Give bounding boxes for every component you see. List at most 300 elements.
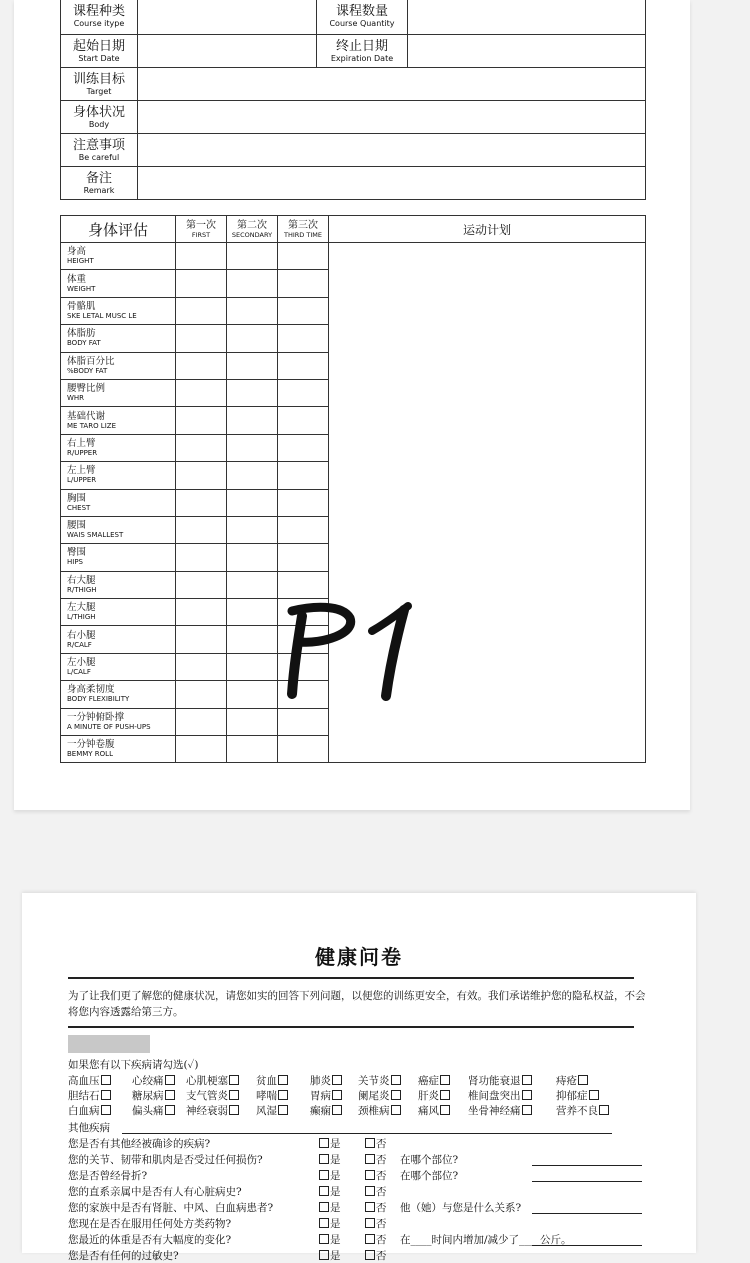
disease-option[interactable] (310, 1103, 343, 1118)
followup-text: 在哪个部位? (400, 1154, 459, 1166)
checkbox[interactable] (165, 1075, 175, 1085)
disease-label: 肝炎 (418, 1090, 439, 1102)
no-option[interactable] (364, 1168, 387, 1183)
assessment-cell[interactable] (227, 489, 278, 516)
disease-label: 椎间盘突出 (468, 1090, 521, 1102)
no-option[interactable] (364, 1216, 387, 1231)
no-label: 否 (376, 1170, 387, 1182)
row-label-zh: 腰围 (67, 520, 87, 532)
yes-option[interactable] (318, 1200, 341, 1215)
disease-option[interactable] (418, 1088, 451, 1103)
assessment-cell[interactable] (227, 626, 278, 653)
checkbox[interactable] (319, 1170, 329, 1180)
row-label-zh: 体脂百分比 (67, 355, 115, 367)
assessment-cell[interactable] (176, 489, 227, 516)
page-mark-handwriting (272, 596, 422, 706)
followup-answer-line[interactable] (532, 1245, 642, 1246)
row-label-en: HIPS (67, 558, 83, 567)
question (68, 1136, 210, 1151)
other-diseases-line[interactable] (122, 1133, 612, 1134)
assessment-cell[interactable] (227, 599, 278, 626)
row-label-en: R/UPPER (67, 448, 98, 457)
assessment-cell[interactable] (176, 599, 227, 626)
checkbox[interactable] (229, 1090, 239, 1100)
health-questionnaire-sheet (22, 893, 696, 1262)
row-label-en: L/THIGH (67, 613, 96, 622)
checkbox[interactable] (101, 1075, 111, 1085)
title-divider (68, 977, 634, 979)
followup-answer-line[interactable] (532, 1165, 642, 1166)
question-text: 您是否有任何的过敏史? (68, 1250, 179, 1262)
row-label-zh: 左小腿 (67, 657, 96, 669)
followup (400, 1200, 521, 1215)
assessment-cell[interactable] (278, 571, 329, 598)
no-label: 否 (376, 1202, 387, 1214)
disease-option[interactable] (256, 1073, 289, 1088)
row-label-en: L/UPPER (67, 476, 97, 485)
checkbox[interactable] (319, 1250, 329, 1260)
assessment-row-label (61, 544, 176, 571)
course-type-label: 课程种类 Course itype (61, 0, 138, 35)
disease-option[interactable] (132, 1073, 176, 1088)
row-label-zh: 左上臂 (67, 465, 96, 477)
disease-label: 偏头痛 (132, 1105, 164, 1117)
assessment-row-label (61, 270, 176, 297)
assessment-cell[interactable] (278, 270, 329, 297)
row-label-zh: 左大腿 (67, 602, 96, 614)
disease-option[interactable] (186, 1088, 240, 1103)
assessment-row-label (61, 626, 176, 653)
disease-checklist (68, 1073, 628, 1118)
followup-answer-line[interactable] (532, 1181, 642, 1182)
checkbox[interactable] (522, 1105, 532, 1115)
disease-label: 胆结石 (68, 1090, 100, 1102)
assessment-cell[interactable] (227, 736, 278, 763)
assessment-title: 身体评估 (61, 216, 176, 243)
row-label-en: R/THIGH (67, 585, 97, 594)
assessment-cell[interactable] (176, 297, 227, 324)
assessment-row-label (61, 325, 176, 352)
course-quantity-field[interactable] (408, 0, 646, 35)
checkbox[interactable] (332, 1105, 342, 1115)
yes-label: 是 (330, 1154, 341, 1166)
assessment-row-label (61, 736, 176, 763)
disease-option[interactable] (468, 1088, 533, 1103)
assessment-cell[interactable] (227, 462, 278, 489)
assessment-cell[interactable] (227, 297, 278, 324)
question (68, 1184, 242, 1199)
assessment-cell[interactable] (176, 270, 227, 297)
row-label-en: CHEST (67, 503, 91, 512)
col-second: 第二次 SECONDARY (227, 216, 278, 243)
disease-row (68, 1088, 628, 1103)
question (68, 1168, 147, 1183)
assessment-cell[interactable] (176, 681, 227, 708)
checkbox[interactable] (391, 1090, 401, 1100)
assessment-row-label (61, 708, 176, 735)
disease-option[interactable] (186, 1103, 240, 1118)
assessment-cell[interactable] (176, 462, 227, 489)
yes-option[interactable] (318, 1216, 341, 1231)
followup-text: 在哪个部位? (400, 1170, 459, 1182)
yes-label: 是 (330, 1202, 341, 1214)
followup-answer-line[interactable] (532, 1213, 642, 1214)
assessment-row-label (61, 407, 176, 434)
row-label-zh: 臀围 (67, 547, 87, 559)
disease-option[interactable] (418, 1073, 451, 1088)
disease-label: 神经衰弱 (186, 1105, 228, 1117)
disease-label: 癌症 (418, 1075, 439, 1087)
disease-option[interactable] (418, 1103, 451, 1118)
disease-option[interactable] (468, 1103, 533, 1118)
yes-label: 是 (330, 1218, 341, 1230)
row-label-en: HEIGHT (67, 257, 94, 266)
disease-label: 痛风 (418, 1105, 439, 1117)
target-field[interactable] (138, 68, 646, 101)
disease-option[interactable] (358, 1073, 402, 1088)
assessment-row-label (61, 352, 176, 379)
row-label-en: WHR (67, 394, 85, 403)
assessment-cell[interactable] (176, 407, 227, 434)
disease-label: 糖尿病 (132, 1090, 164, 1102)
disease-label: 贫血 (256, 1075, 277, 1087)
no-label: 否 (376, 1234, 387, 1246)
row-label-zh: 胸围 (67, 492, 87, 504)
assessment-row-label (61, 516, 176, 543)
careful-label: 注意事项 Be careful (61, 134, 138, 167)
assessment-cell[interactable] (227, 352, 278, 379)
question-text: 您最近的体重是否有大幅度的变化? (68, 1234, 232, 1246)
yes-option[interactable] (318, 1232, 341, 1247)
other-diseases-label: 其他疾病 (68, 1122, 110, 1134)
disease-label: 肺炎 (310, 1075, 331, 1087)
assessment-row-label (61, 599, 176, 626)
assessment-cell[interactable] (176, 708, 227, 735)
row-label-zh: 右大腿 (67, 574, 96, 586)
disease-option[interactable] (556, 1103, 610, 1118)
question-text: 您的关节、韧带和肌肉是否受过任何损伤? (68, 1154, 263, 1166)
assessment-cell[interactable] (278, 325, 329, 352)
disease-label: 风湿 (256, 1105, 277, 1117)
row-label-en: WAIS SMALLEST (67, 531, 124, 540)
question-text: 您是否曾经骨折? (68, 1170, 148, 1182)
yes-label: 是 (330, 1170, 341, 1182)
assessment-cell[interactable] (227, 708, 278, 735)
checkbox[interactable] (332, 1090, 342, 1100)
row-label-zh: 基础代谢 (67, 410, 106, 422)
assessment-cell[interactable] (278, 736, 329, 763)
yes-option[interactable] (318, 1184, 341, 1199)
checkbox[interactable] (365, 1154, 375, 1164)
row-label-zh: 体脂肪 (67, 328, 96, 340)
disease-row (68, 1073, 628, 1088)
checkbox[interactable] (229, 1075, 239, 1085)
body-field[interactable] (138, 101, 646, 134)
disease-option[interactable] (556, 1088, 600, 1103)
checkbox[interactable] (319, 1218, 329, 1228)
row-label-en: %BODY FAT (67, 366, 108, 375)
assessment-cell[interactable] (176, 352, 227, 379)
checkbox[interactable] (278, 1075, 288, 1085)
yes-label: 是 (330, 1234, 341, 1246)
checkbox[interactable] (332, 1075, 342, 1085)
expiration-date-field[interactable] (408, 35, 646, 68)
disease-label: 白血病 (68, 1105, 100, 1117)
row-label-zh: 腰臀比例 (67, 383, 106, 395)
checkbox[interactable] (365, 1250, 375, 1260)
yes-label: 是 (330, 1138, 341, 1150)
assessment-cell[interactable] (176, 516, 227, 543)
checkbox[interactable] (101, 1090, 111, 1100)
followup (400, 1168, 458, 1183)
followup (400, 1152, 458, 1167)
checkbox[interactable] (589, 1090, 599, 1100)
checkbox[interactable] (522, 1075, 532, 1085)
disease-option[interactable] (310, 1088, 343, 1103)
assessment-cell[interactable] (278, 544, 329, 571)
row-label-en: A MINUTE OF PUSH-UPS (67, 722, 151, 731)
no-label: 否 (376, 1138, 387, 1150)
start-date-field[interactable] (138, 35, 317, 68)
disease-option[interactable] (256, 1088, 289, 1103)
no-option[interactable] (364, 1184, 387, 1199)
assessment-row-label (61, 462, 176, 489)
assessment-cell[interactable] (278, 489, 329, 516)
assessment-cell[interactable] (176, 379, 227, 406)
checkbox[interactable] (440, 1075, 450, 1085)
checkbox[interactable] (165, 1090, 175, 1100)
checkbox[interactable] (165, 1105, 175, 1115)
diseases-prompt: 如果您有以下疾病请勾选(✓) (68, 1059, 199, 1071)
checkbox[interactable] (365, 1138, 375, 1148)
disease-row (68, 1103, 628, 1118)
course-info-table (60, 0, 646, 200)
assessment-row-label (61, 297, 176, 324)
assessment-cell[interactable] (278, 708, 329, 735)
row-label-zh: 骨骼肌 (67, 300, 96, 312)
checkbox[interactable] (440, 1105, 450, 1115)
checkbox[interactable] (319, 1234, 329, 1244)
checkbox[interactable] (440, 1090, 450, 1100)
row-label-en: BODY FAT (67, 339, 101, 348)
assessment-cell[interactable] (176, 571, 227, 598)
followup-text: 他（她）与您是什么关系? (400, 1202, 522, 1214)
assessment-cell[interactable] (278, 352, 329, 379)
checkbox[interactable] (365, 1186, 375, 1196)
question (68, 1232, 231, 1247)
question-text: 您的家族中是否有肾脏、中风、白血病患者? (68, 1202, 274, 1214)
followup-text: 在____时间内增加/减少了____公斤。 (400, 1234, 572, 1246)
disease-label: 营养不良 (556, 1105, 598, 1117)
yes-label: 是 (330, 1250, 341, 1262)
disease-label: 癫痫 (310, 1105, 331, 1117)
assessment-cell[interactable] (176, 544, 227, 571)
checkbox[interactable] (319, 1186, 329, 1196)
assessment-cell[interactable] (227, 379, 278, 406)
question (68, 1152, 263, 1167)
assessment-cell[interactable] (227, 544, 278, 571)
disease-option[interactable] (68, 1088, 112, 1103)
yes-option[interactable] (318, 1136, 341, 1151)
question-text: 您的直系亲属中是否有人有心脏病史? (68, 1186, 242, 1198)
disease-option[interactable] (256, 1103, 289, 1118)
disease-option[interactable] (358, 1103, 402, 1118)
col-third: 第三次 THIRD TIME (278, 216, 329, 243)
checkbox[interactable] (229, 1105, 239, 1115)
disease-label: 颈椎病 (358, 1105, 390, 1117)
no-option[interactable] (364, 1248, 387, 1263)
assessment-cell[interactable] (278, 516, 329, 543)
yes-option[interactable] (318, 1248, 341, 1263)
no-option[interactable] (364, 1200, 387, 1215)
disease-label: 胃病 (310, 1090, 331, 1102)
assessment-row-label (61, 653, 176, 680)
body-label: 身体状况 Body (61, 101, 138, 134)
disease-label: 关节炎 (358, 1075, 390, 1087)
expiration-date-label: 终止日期 Expiration Date (317, 35, 408, 68)
assessment-row-label (61, 379, 176, 406)
disease-label: 阑尾炎 (358, 1090, 390, 1102)
assessment-cell[interactable] (227, 243, 278, 270)
disease-option[interactable] (358, 1088, 402, 1103)
disease-label: 坐骨神经痛 (468, 1105, 521, 1117)
disease-label: 哮喘 (256, 1090, 277, 1102)
assessment-cell[interactable] (176, 653, 227, 680)
assessment-cell[interactable] (278, 407, 329, 434)
assessment-row-label (61, 434, 176, 461)
disease-label: 支气管炎 (186, 1090, 228, 1102)
checkbox[interactable] (578, 1075, 588, 1085)
disease-label: 心绞痛 (132, 1075, 164, 1087)
disease-label: 高血压 (68, 1075, 100, 1087)
row-label-zh: 一分钟俯卧撑 (67, 711, 125, 723)
target-label: 训练目标 Target (61, 68, 138, 101)
disease-label: 心肌梗塞 (186, 1075, 228, 1087)
assessment-cell[interactable] (227, 653, 278, 680)
assessment-cell[interactable] (227, 516, 278, 543)
row-label-en: BODY FLEXIBILITY (67, 695, 130, 704)
checkbox[interactable] (101, 1105, 111, 1115)
assessment-cell[interactable] (227, 681, 278, 708)
assessment-cell[interactable] (278, 243, 329, 270)
assessment-cell[interactable] (227, 270, 278, 297)
assessment-row-label (61, 489, 176, 516)
yes-option[interactable] (318, 1152, 341, 1167)
remark-field[interactable] (138, 167, 646, 200)
no-label: 否 (376, 1154, 387, 1166)
checkbox[interactable] (319, 1202, 329, 1212)
assessment-cell[interactable] (278, 297, 329, 324)
question (68, 1216, 231, 1231)
checkbox[interactable] (365, 1234, 375, 1244)
assessment-cell[interactable] (176, 243, 227, 270)
question (68, 1200, 273, 1215)
row-label-zh: 体重 (67, 273, 87, 285)
assessment-row-label (61, 243, 176, 270)
assessment-cell[interactable] (227, 325, 278, 352)
row-label-zh: 一分钟卷腹 (67, 739, 115, 751)
assessment-cell[interactable] (227, 571, 278, 598)
course-type-field[interactable] (138, 0, 317, 35)
assessment-cell[interactable] (176, 434, 227, 461)
row-label-en: R/CALF (67, 640, 92, 649)
disease-option[interactable] (310, 1073, 343, 1088)
checkbox[interactable] (365, 1218, 375, 1228)
assessment-cell[interactable] (227, 407, 278, 434)
exercise-plan-header: 运动计划 (329, 216, 646, 243)
disease-option[interactable] (68, 1073, 112, 1088)
checkbox[interactable] (391, 1105, 401, 1115)
yes-option[interactable] (318, 1168, 341, 1183)
assessment-cell[interactable] (278, 434, 329, 461)
disease-label: 痔疮 (556, 1075, 577, 1087)
row-label-zh: 身高 (67, 246, 87, 258)
questionnaire-title: 健康问卷 (315, 945, 403, 969)
disease-option[interactable] (556, 1073, 589, 1088)
remark-label: 备注 Remark (61, 167, 138, 200)
disease-label: 肾功能衰退 (468, 1075, 521, 1087)
disease-option[interactable] (132, 1103, 176, 1118)
disease-label: 抑郁症 (556, 1090, 588, 1102)
checkbox[interactable] (319, 1154, 329, 1164)
start-date-label: 起始日期 Start Date (61, 35, 138, 68)
yes-label: 是 (330, 1186, 341, 1198)
row-label-en: L/CALF (67, 668, 91, 677)
checkbox[interactable] (365, 1170, 375, 1180)
assessment-cell[interactable] (278, 379, 329, 406)
course-quantity-label: 课程数量 Course Quantity (317, 0, 408, 35)
redacted-block (68, 1035, 150, 1053)
assessment-cell[interactable] (227, 434, 278, 461)
no-option[interactable] (364, 1232, 387, 1247)
disease-option[interactable] (186, 1073, 240, 1088)
intro-divider (68, 1026, 634, 1028)
col-first: 第一次 FIRST (176, 216, 227, 243)
row-label-en: WEIGHT (67, 284, 96, 293)
assessment-row-label (61, 681, 176, 708)
no-label: 否 (376, 1218, 387, 1230)
checkbox[interactable] (365, 1202, 375, 1212)
question-text: 您是否有其他经被确诊的疾病? (68, 1138, 211, 1150)
row-label-zh: 右小腿 (67, 629, 96, 641)
checkbox[interactable] (278, 1105, 288, 1115)
row-label-zh: 右上臂 (67, 437, 96, 449)
no-option[interactable] (364, 1152, 387, 1167)
checkbox[interactable] (319, 1138, 329, 1148)
assessment-cell[interactable] (176, 626, 227, 653)
assessment-row-label (61, 571, 176, 598)
assessment-cell[interactable] (176, 325, 227, 352)
row-label-en: BEMMY ROLL (67, 750, 113, 759)
assessment-cell[interactable] (176, 736, 227, 763)
checkbox[interactable] (278, 1090, 288, 1100)
no-option[interactable] (364, 1136, 387, 1151)
disease-option[interactable] (468, 1073, 533, 1088)
disease-option[interactable] (68, 1103, 112, 1118)
assessment-cell[interactable] (278, 462, 329, 489)
no-label: 否 (376, 1250, 387, 1262)
checkbox[interactable] (391, 1075, 401, 1085)
row-label-zh: 身高柔韧度 (67, 684, 115, 696)
row-label-en: ME TARO LIZE (67, 421, 116, 430)
checkbox[interactable] (599, 1105, 609, 1115)
question (68, 1248, 179, 1263)
no-label: 否 (376, 1186, 387, 1198)
checkbox[interactable] (522, 1090, 532, 1100)
question-text: 您现在是否在服用任何处方类药物? (68, 1218, 232, 1230)
disease-option[interactable] (132, 1088, 176, 1103)
careful-field[interactable] (138, 134, 646, 167)
